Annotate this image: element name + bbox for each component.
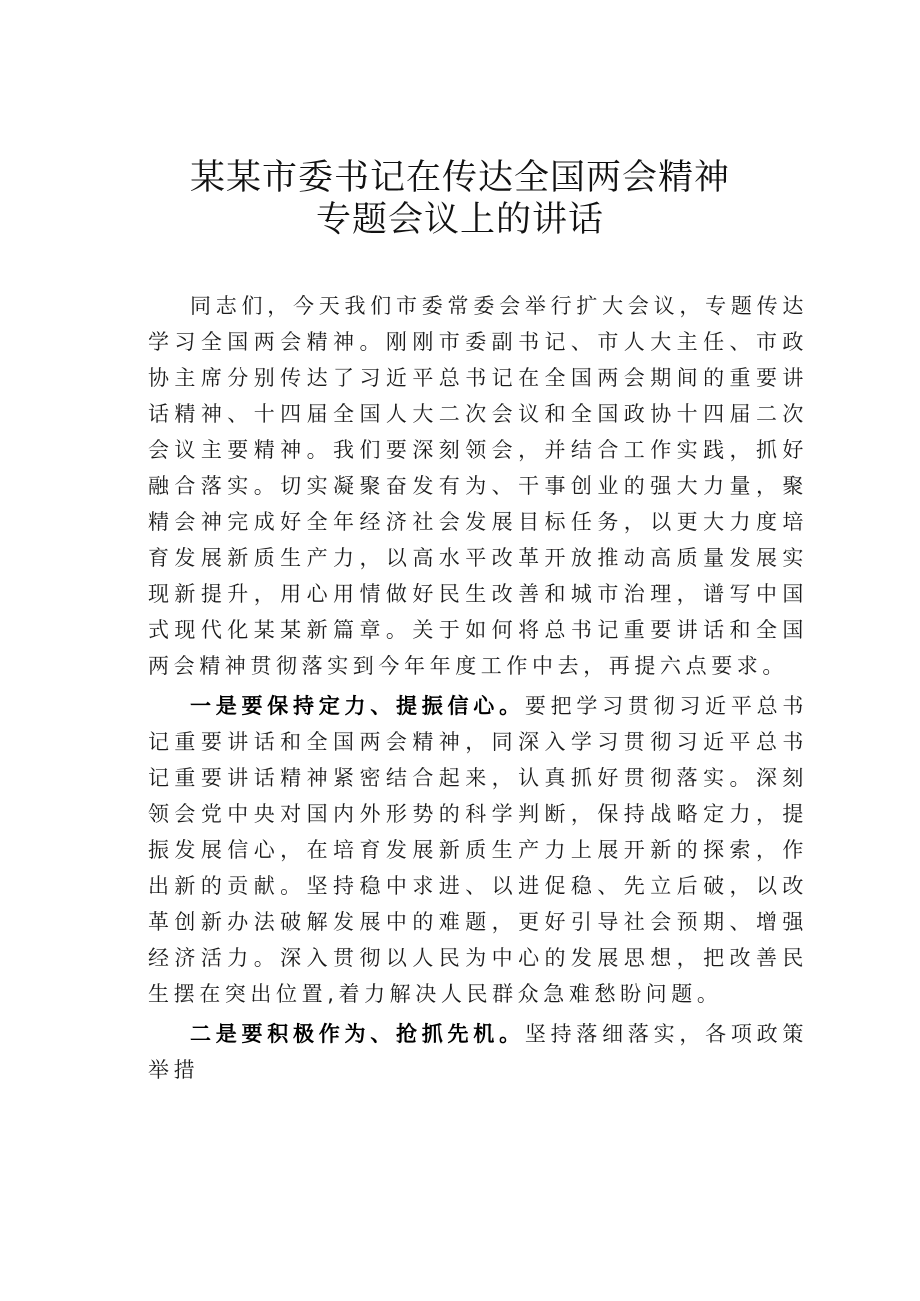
paragraph-intro [148, 288, 808, 684]
paragraph-point-2 [148, 1016, 808, 1088]
paragraph-text: 要把学习贯彻习近平总书记重要讲话和全国两会精神，同深入学习贯彻习近平总书记重要讲话精神紧密结合起来，认真抓好贯彻落实。深刻领会党中央对国内外形势的科学判断，保持战略定力，提振发展信心，在培育发展新质生产力上展开新的探索，作出新的贡献。坚持稳中求进、以进促稳、先立后破，以改革创新办法破解发展中的难题，更好引导社会预期、增强经济活力。深入贯彻以人民为中心的发展思想，把改善民生摆在突出位置,着力解决人民群众急难愁盼问题。 [148, 694, 808, 1006]
document-title-line-1: 某某市委书记在传达全国两会精神 [189, 158, 730, 198]
document-body [148, 288, 808, 1088]
paragraph-heading: 一是要保持定力、提振信心。 [190, 694, 525, 718]
paragraph-heading: 二是要积极作为、抢抓先机。 [190, 1022, 525, 1046]
document-title-line-2: 专题会议上的讲话 [315, 200, 604, 240]
paragraph-text: 坚持落细落实，各项政策举措 [148, 1022, 808, 1082]
paragraph-text: 同志们，今天我们市委常委会举行扩大会议，专题传达学习全国两会精神。刚刚市委副书记、市人大主任、市政协主席分别传达了习近平总书记在全国两会期间的重要讲话精神、十四届全国人大二次会议和全国政协十四届二次会议主要精神。我们要深刻领会，并结合工作实践，抓好融合落实。切实凝聚奋发有为、干事创业的强大力量，聚精会神完成好全年经济社会发展目标任务，以更大力度培育发展新质生产力，以高水平改革开放推动高质量发展实现新提升，用心用情做好民生改善和城市治理，谱写中国式现代化某某新篇章。关于如何将总书记重要讲话和全国两会精神贯彻落实到今年年度工作中去，再提六点要求。 [148, 294, 808, 678]
paragraph-point-1 [148, 688, 808, 1012]
